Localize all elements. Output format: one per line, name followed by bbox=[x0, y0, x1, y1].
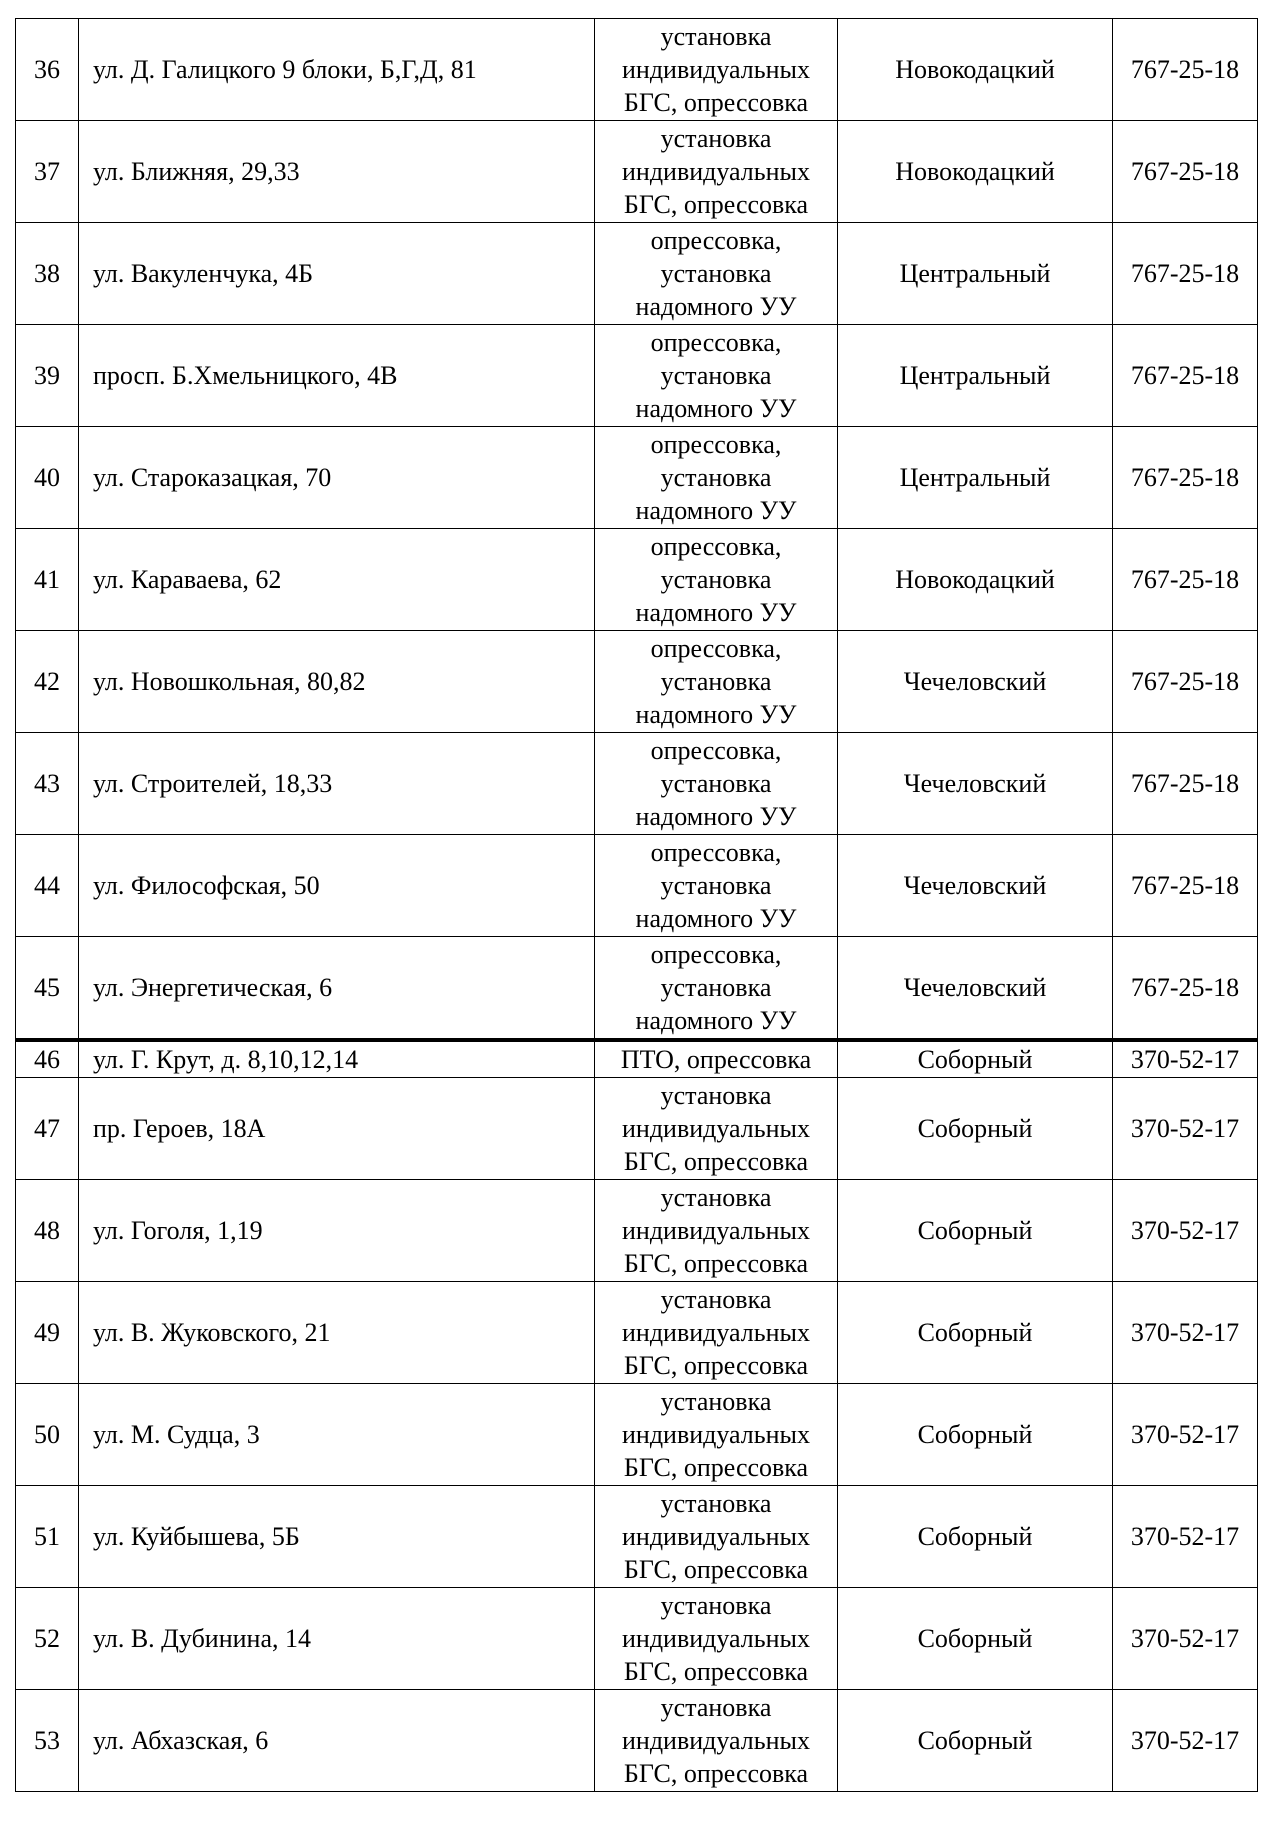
work-type-line: индивидуальных bbox=[621, 1318, 811, 1347]
work-type-line: установка bbox=[660, 667, 772, 696]
work-type-cell bbox=[595, 325, 838, 427]
phone-cell: 767-25-18 bbox=[1113, 19, 1258, 121]
address-cell: ул. Караваева, 62 bbox=[79, 529, 595, 631]
row-number: 40 bbox=[16, 427, 79, 529]
table-body bbox=[16, 19, 1258, 1792]
table-row bbox=[16, 733, 1258, 835]
work-type-line: установка bbox=[660, 1591, 772, 1620]
work-type-line: индивидуальных bbox=[621, 1522, 811, 1551]
district-cell: Чечеловский bbox=[838, 733, 1113, 835]
phone-cell: 767-25-18 bbox=[1113, 937, 1258, 1041]
work-type-cell bbox=[595, 1078, 838, 1180]
work-type-cell bbox=[595, 1486, 838, 1588]
work-type-line: БГС, опрессовка bbox=[623, 1759, 809, 1788]
work-type-line: индивидуальных bbox=[621, 1420, 811, 1449]
work-type-line: надомного УУ bbox=[635, 598, 797, 627]
address-cell: просп. Б.Хмельницкого, 4В bbox=[79, 325, 595, 427]
work-type-line: установка bbox=[660, 1387, 772, 1416]
work-type-line: надомного УУ bbox=[635, 802, 797, 831]
phone-cell: 370-52-17 bbox=[1113, 1282, 1258, 1384]
work-type-line: установка bbox=[660, 463, 772, 492]
work-type-line: опрессовка, bbox=[650, 532, 782, 561]
phone-cell: 767-25-18 bbox=[1113, 835, 1258, 937]
work-type-line: опрессовка, bbox=[650, 328, 782, 357]
work-type-cell bbox=[595, 733, 838, 835]
table-row bbox=[16, 937, 1258, 1041]
work-type-cell bbox=[595, 631, 838, 733]
work-type-line: индивидуальных bbox=[621, 157, 811, 186]
table-row bbox=[16, 1690, 1258, 1792]
work-type-line: надомного УУ bbox=[635, 904, 797, 933]
district-cell: Соборный bbox=[838, 1078, 1113, 1180]
row-number: 45 bbox=[16, 937, 79, 1041]
phone-cell: 370-52-17 bbox=[1113, 1180, 1258, 1282]
table-row bbox=[16, 1282, 1258, 1384]
row-number: 41 bbox=[16, 529, 79, 631]
table-row bbox=[16, 1180, 1258, 1282]
phone-cell: 370-52-17 bbox=[1113, 1588, 1258, 1690]
work-type-line: установка bbox=[660, 769, 772, 798]
district-cell: Центральный bbox=[838, 427, 1113, 529]
row-number: 53 bbox=[16, 1690, 79, 1792]
district-cell: Чечеловский bbox=[838, 835, 1113, 937]
work-type-cell bbox=[595, 1040, 838, 1078]
work-type-cell bbox=[595, 1180, 838, 1282]
address-cell: ул. М. Судца, 3 bbox=[79, 1384, 595, 1486]
work-type-line: индивидуальных bbox=[621, 1726, 811, 1755]
row-number: 46 bbox=[16, 1040, 79, 1078]
table-row bbox=[16, 631, 1258, 733]
row-number: 48 bbox=[16, 1180, 79, 1282]
work-type-line: БГС, опрессовка bbox=[623, 1147, 809, 1176]
district-cell: Новокодацкий bbox=[838, 121, 1113, 223]
work-type-cell bbox=[595, 19, 838, 121]
work-type-line: установка bbox=[660, 973, 772, 1002]
district-cell: Соборный bbox=[838, 1040, 1113, 1078]
row-number: 36 bbox=[16, 19, 79, 121]
work-type-line: установка bbox=[660, 361, 772, 390]
phone-cell: 767-25-18 bbox=[1113, 325, 1258, 427]
table-row bbox=[16, 529, 1258, 631]
table-row bbox=[16, 19, 1258, 121]
work-type-line: надомного УУ bbox=[635, 292, 797, 321]
table-row bbox=[16, 223, 1258, 325]
district-cell: Соборный bbox=[838, 1690, 1113, 1792]
row-number: 52 bbox=[16, 1588, 79, 1690]
work-type-line: установка bbox=[660, 22, 772, 51]
work-type-line: БГС, опрессовка bbox=[623, 88, 809, 117]
work-type-line: индивидуальных bbox=[621, 1114, 811, 1143]
address-cell: ул. Гоголя, 1,19 bbox=[79, 1180, 595, 1282]
address-cell: ул. В. Жуковского, 21 bbox=[79, 1282, 595, 1384]
work-type-line: индивидуальных bbox=[621, 1624, 811, 1653]
district-cell: Соборный bbox=[838, 1486, 1113, 1588]
work-type-line: установка bbox=[660, 565, 772, 594]
work-type-cell bbox=[595, 1384, 838, 1486]
address-cell: ул. Философская, 50 bbox=[79, 835, 595, 937]
work-type-cell bbox=[595, 835, 838, 937]
address-cell: ул. Строителей, 18,33 bbox=[79, 733, 595, 835]
work-type-line: надомного УУ bbox=[635, 1006, 797, 1035]
work-type-cell bbox=[595, 937, 838, 1041]
address-work-table bbox=[15, 18, 1258, 1792]
table-row bbox=[16, 1588, 1258, 1690]
phone-cell: 767-25-18 bbox=[1113, 631, 1258, 733]
work-type-line: установка bbox=[660, 871, 772, 900]
district-cell: Чечеловский bbox=[838, 631, 1113, 733]
work-type-line: БГС, опрессовка bbox=[623, 1249, 809, 1278]
work-type-line: установка bbox=[660, 1693, 772, 1722]
phone-cell: 767-25-18 bbox=[1113, 733, 1258, 835]
district-cell: Чечеловский bbox=[838, 937, 1113, 1041]
work-type-line: БГС, опрессовка bbox=[623, 1453, 809, 1482]
district-cell: Соборный bbox=[838, 1180, 1113, 1282]
work-type-line: установка bbox=[660, 1081, 772, 1110]
phone-cell: 370-52-17 bbox=[1113, 1690, 1258, 1792]
phone-cell: 767-25-18 bbox=[1113, 223, 1258, 325]
phone-cell: 767-25-18 bbox=[1113, 529, 1258, 631]
table-row bbox=[16, 1384, 1258, 1486]
row-number: 39 bbox=[16, 325, 79, 427]
work-type-cell bbox=[595, 1282, 838, 1384]
work-type-line: БГС, опрессовка bbox=[623, 1351, 809, 1380]
work-type-line: надомного УУ bbox=[635, 700, 797, 729]
work-type-line: опрессовка, bbox=[650, 736, 782, 765]
district-cell: Соборный bbox=[838, 1384, 1113, 1486]
work-type-line: опрессовка, bbox=[650, 634, 782, 663]
row-number: 51 bbox=[16, 1486, 79, 1588]
work-type-line: установка bbox=[660, 1285, 772, 1314]
work-type-cell bbox=[595, 1588, 838, 1690]
table-row bbox=[16, 325, 1258, 427]
address-cell: ул. Куйбышева, 5Б bbox=[79, 1486, 595, 1588]
address-cell: ул. Г. Крут, д. 8,10,12,14 bbox=[79, 1040, 595, 1078]
work-type-line: надомного УУ bbox=[635, 496, 797, 525]
address-cell: ул. Энергетическая, 6 bbox=[79, 937, 595, 1041]
row-number: 42 bbox=[16, 631, 79, 733]
row-number: 44 bbox=[16, 835, 79, 937]
work-type-line: БГС, опрессовка bbox=[623, 1555, 809, 1584]
work-type-line: БГС, опрессовка bbox=[623, 190, 809, 219]
row-number: 37 bbox=[16, 121, 79, 223]
work-type-line: установка bbox=[660, 1183, 772, 1212]
work-type-cell bbox=[595, 529, 838, 631]
row-number: 47 bbox=[16, 1078, 79, 1180]
district-cell: Центральный bbox=[838, 223, 1113, 325]
work-type-line: БГС, опрессовка bbox=[623, 1657, 809, 1686]
row-number: 50 bbox=[16, 1384, 79, 1486]
phone-cell: 370-52-17 bbox=[1113, 1384, 1258, 1486]
table-row bbox=[16, 1078, 1258, 1180]
table-row bbox=[16, 1040, 1258, 1078]
address-cell: пр. Героев, 18А bbox=[79, 1078, 595, 1180]
table-row bbox=[16, 121, 1258, 223]
work-type-line: опрессовка, bbox=[650, 430, 782, 459]
phone-cell: 767-25-18 bbox=[1113, 427, 1258, 529]
table-row bbox=[16, 427, 1258, 529]
address-cell: ул. Д. Галицкого 9 блоки, Б,Г,Д, 81 bbox=[79, 19, 595, 121]
row-number: 43 bbox=[16, 733, 79, 835]
work-type-cell bbox=[595, 427, 838, 529]
district-cell: Соборный bbox=[838, 1282, 1113, 1384]
phone-cell: 767-25-18 bbox=[1113, 121, 1258, 223]
work-type-line: опрессовка, bbox=[650, 940, 782, 969]
work-type-line: ПТО, опрессовка bbox=[620, 1045, 812, 1074]
table-row bbox=[16, 1486, 1258, 1588]
work-type-line: опрессовка, bbox=[650, 838, 782, 867]
address-cell: ул. Новошкольная, 80,82 bbox=[79, 631, 595, 733]
phone-cell: 370-52-17 bbox=[1113, 1040, 1258, 1078]
work-type-line: индивидуальных bbox=[621, 55, 811, 84]
address-cell: ул. Абхазская, 6 bbox=[79, 1690, 595, 1792]
row-number: 38 bbox=[16, 223, 79, 325]
work-type-line: установка bbox=[660, 124, 772, 153]
district-cell: Соборный bbox=[838, 1588, 1113, 1690]
district-cell: Новокодацкий bbox=[838, 529, 1113, 631]
work-type-line: установка bbox=[660, 1489, 772, 1518]
address-cell: ул. Староказацкая, 70 bbox=[79, 427, 595, 529]
address-cell: ул. Вакуленчука, 4Б bbox=[79, 223, 595, 325]
address-cell: ул. Ближняя, 29,33 bbox=[79, 121, 595, 223]
work-type-cell bbox=[595, 121, 838, 223]
district-cell: Новокодацкий bbox=[838, 19, 1113, 121]
phone-cell: 370-52-17 bbox=[1113, 1486, 1258, 1588]
work-type-line: опрессовка, bbox=[650, 226, 782, 255]
district-cell: Центральный bbox=[838, 325, 1113, 427]
work-type-line: установка bbox=[660, 259, 772, 288]
work-type-cell bbox=[595, 1690, 838, 1792]
work-type-cell bbox=[595, 223, 838, 325]
table-row bbox=[16, 835, 1258, 937]
address-cell: ул. В. Дубинина, 14 bbox=[79, 1588, 595, 1690]
row-number: 49 bbox=[16, 1282, 79, 1384]
work-type-line: надомного УУ bbox=[635, 394, 797, 423]
phone-cell: 370-52-17 bbox=[1113, 1078, 1258, 1180]
work-type-line: индивидуальных bbox=[621, 1216, 811, 1245]
